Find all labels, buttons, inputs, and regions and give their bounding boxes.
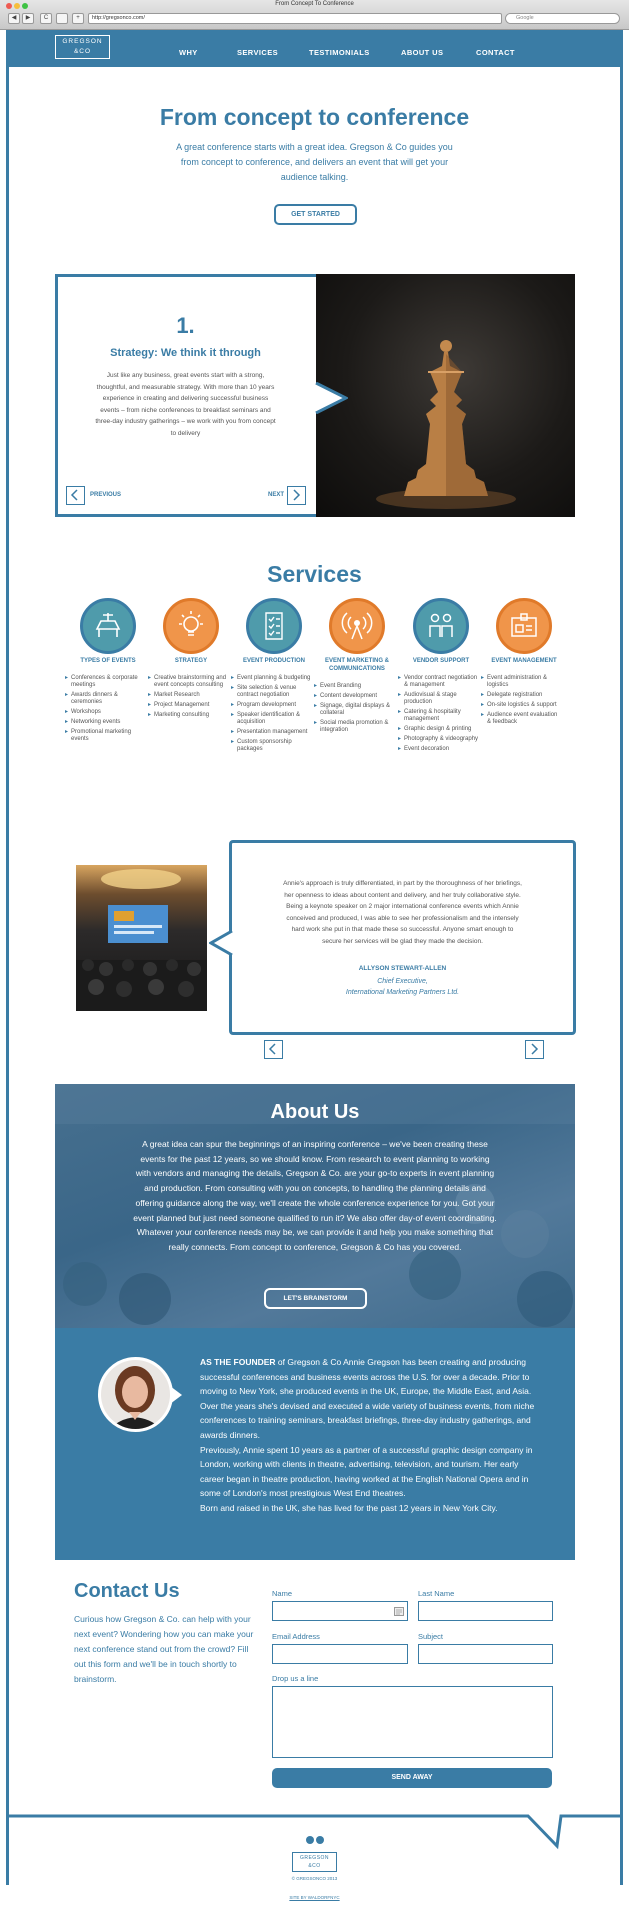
contact-intro: Curious how Gregson & Co. can help with your next event? Wondering how you can make your next conference stand out from the crowd? Fill out this form and we'll be in touch shortly to brainstorm. — [74, 1614, 254, 1684]
about-title: About Us — [270, 1101, 360, 1123]
list-item: ▸ Networking events — [65, 719, 147, 726]
nav-contact[interactable]: CONTACT — [476, 48, 515, 57]
service-list-vendor-support — [398, 675, 480, 756]
email-field[interactable] — [272, 1644, 408, 1664]
next-label[interactable]: NEXT — [268, 492, 285, 498]
founder-paragraph-1 — [200, 1355, 540, 1443]
conference-photo — [76, 865, 207, 1011]
screenshot-button[interactable] — [56, 13, 68, 24]
services-title: Services — [267, 561, 362, 587]
service-list-strategy — [148, 675, 230, 722]
chevron-left-icon — [265, 1041, 281, 1057]
broadcast-icon — [329, 598, 385, 654]
last-name-field[interactable] — [418, 1601, 553, 1621]
list-item: ▸ Event Branding — [314, 683, 396, 690]
step-number: 1. — [176, 313, 195, 338]
list-item: ▸ Event planning & budgeting — [231, 675, 313, 682]
testimonial-pointer — [209, 930, 233, 956]
footer-logo-line1: GREGSON — [299, 1855, 330, 1861]
subject-label: Subject — [418, 1632, 444, 1641]
chevron-left-icon — [67, 487, 83, 503]
send-away-button[interactable]: SEND AWAY — [272, 1768, 552, 1788]
forward-button[interactable]: ▶ — [22, 13, 34, 24]
list-item: ▸ Workshops — [65, 709, 147, 716]
message-textarea[interactable] — [272, 1686, 553, 1758]
lets-brainstorm-button[interactable]: LET'S BRAINSTORM — [264, 1288, 367, 1309]
list-item: ▸ Audience event evaluation & feedback — [481, 712, 563, 726]
logo-line2: &CO — [73, 48, 92, 55]
conference-table-icon — [80, 598, 136, 654]
testimonial-next-button[interactable] — [525, 1040, 544, 1059]
chevron-right-icon — [526, 1041, 542, 1057]
testimonial-author: ALLYSON STEWART-ALLEN — [358, 965, 447, 972]
speech-pointer — [312, 382, 348, 414]
list-item: ▸ Social media promotion & integration — [314, 720, 396, 734]
list-item: ▸ Market Research — [148, 692, 230, 699]
list-item: ▸ Presentation management — [231, 729, 313, 736]
message-label: Drop us a line — [272, 1674, 319, 1683]
previous-arrow-button[interactable] — [66, 486, 85, 505]
list-item: ▸ Program development — [231, 702, 313, 709]
chess-queen-image — [316, 274, 575, 517]
next-arrow-button[interactable] — [287, 486, 306, 505]
contact-title: Contact Us — [74, 1580, 180, 1602]
copyright: © GREGSONCO 2013 — [291, 1876, 338, 1881]
people-icon — [413, 598, 469, 654]
step-title: Strategy: We think it through — [110, 347, 261, 359]
service-list-event-marketing — [314, 683, 396, 737]
list-item: ▸ Photography & videography — [398, 736, 480, 743]
service-name-event-management: EVENT MANAGEMENT — [491, 658, 557, 664]
founder-paragraph-3: Born and raised in the UK, she has lived for the past 12 years in New York City. — [200, 1502, 498, 1513]
testimonial-role — [229, 976, 576, 998]
list-item: ▸ Conferences & corporate meetings — [65, 675, 147, 689]
site-logo[interactable] — [55, 35, 110, 59]
founder-text-1: of Gregson & Co Annie Gregson has been creating and producing successful conferences and business events across the U.S. for over a decade. Prior to moving to New York, she produced events in the UK, Europe, the Middle East, and Asia. Over the years she's devised and executed a wide variety of business events, from niche conferences to training seminars, breakfast briefings, three-day industry gatherings, and awards dinners. — [200, 1357, 535, 1440]
hero-title: From concept to conference — [159, 104, 470, 130]
list-item: ▸ Content development — [314, 693, 396, 700]
list-item: ▸ Speaker identification & acquisition — [231, 712, 313, 726]
service-name-strategy: STRATEGY — [174, 658, 208, 664]
service-list-event-management — [481, 675, 563, 729]
list-item: ▸ Custom sponsorship packages — [231, 739, 313, 753]
service-list-event-production — [231, 675, 313, 756]
twitter-icon[interactable] — [306, 1836, 314, 1844]
site-credit-link[interactable]: SITE BY WALDORFNYC — [289, 1895, 340, 1900]
list-item: ▸ Graphic design & printing — [398, 726, 480, 733]
get-started-button[interactable]: GET STARTED — [274, 204, 357, 225]
list-item: ▸ On-site logistics & support — [481, 702, 563, 709]
list-item: ▸ Audiovisual & stage production — [398, 692, 480, 706]
service-name-types-of-events: TYPES OF EVENTS — [80, 658, 136, 664]
service-name-event-marketing: EVENT MARKETING & COMMUNICATIONS — [324, 658, 389, 672]
testimonial-company: International Marketing Partners Ltd. — [345, 989, 460, 996]
last-name-label: Last Name — [418, 1589, 455, 1598]
logo-line1: GREGSON — [62, 38, 103, 45]
browser-chrome — [0, 0, 629, 30]
back-button[interactable]: ◀ — [8, 13, 20, 24]
url-field[interactable]: http://gregsonco.com/ — [88, 13, 502, 24]
testimonial-prev-button[interactable] — [264, 1040, 283, 1059]
name-field[interactable] — [272, 1601, 408, 1621]
name-label: Name — [272, 1589, 293, 1598]
list-item: ▸ Project Management — [148, 702, 230, 709]
service-name-event-production: EVENT PRODUCTION — [242, 658, 305, 664]
list-item: ▸ Event administration & logistics — [481, 675, 563, 689]
footer-logo[interactable] — [292, 1852, 337, 1872]
nav-testimonials[interactable]: TESTIMONIALS — [309, 48, 370, 57]
facebook-icon[interactable] — [316, 1836, 324, 1844]
lightbulb-icon — [163, 598, 219, 654]
browser-search-input[interactable]: Google — [505, 13, 620, 24]
list-item: ▸ Vendor contract negotiation & management — [398, 675, 480, 689]
footer-logo-line2: &CO — [308, 1863, 321, 1869]
window-title: From Concept To Conference — [275, 1, 354, 7]
founder-avatar — [98, 1357, 173, 1432]
nav-about-us[interactable]: ABOUT US — [401, 48, 444, 57]
service-list-types-of-events — [65, 675, 147, 746]
list-item: ▸ Promotional marketing events — [65, 729, 147, 743]
previous-label[interactable]: PREVIOUS — [90, 492, 122, 498]
about-body: A great idea can spur the beginnings of an inspiring conference – we've been creating these events for the past 12 years, so we should know. From research to event planning to working with vendors and managing the details, Gregson & Co. are your go-to experts in event planning and production. From consulting with you on concepts, to handling the planning details and offering guidance along the way, we'll create the whole conference experience for you. Got your event planned but just need someone qualified to run it? We also offer day-of event coordinating. Whatever your conference needs may be, we can provide it and help you make something that really connects. From concept to conference, Gregson & Co has you covered. — [133, 1139, 497, 1252]
nav-services[interactable]: SERVICES — [237, 48, 278, 57]
list-item: ▸ Site selection & venue contract negotiation — [231, 685, 313, 699]
founder-bio — [200, 1355, 540, 1516]
list-item: ▸ Creative brainstorming and event concepts consulting — [148, 675, 230, 689]
testimonial-quote: Annie's approach is truly differentiated, in part by the thoroughness of her briefings, her openness to ideas about content and delivery, and her truly collaborative style. Being a keynote speaker on 2 major international conference events which Annie conceived and produced, I was able to see her professionalism and the intensely hard work she put in that made these so successful. Anyone smart enough to secure her services will be glad they made the decision. — [283, 880, 522, 945]
contact-card-icon — [394, 1607, 404, 1616]
list-item: ▸ Event decoration — [398, 746, 480, 753]
list-item: ▸ Catering & hospitality management — [398, 709, 480, 723]
hero-subtitle: A great conference starts with a great idea. Gregson & Co guides you from concept to conference, and delivers an event that will get your audience talking. — [176, 142, 453, 182]
step-description: Just like any business, great events start with a strong, thoughtful, and measurable strategy. With more than 10 years experience in creating and delivering successful business events – from niche conferences to breakfast seminars and three-day industry gatherings – we work with you from concept to delivery — [95, 372, 276, 437]
email-label: Email Address — [272, 1632, 320, 1641]
footer-divider — [0, 1806, 629, 1854]
service-name-vendor-support: VENDOR SUPPORT — [412, 658, 470, 664]
nav-why[interactable]: WHY — [179, 48, 198, 57]
subject-field[interactable] — [418, 1644, 553, 1664]
checklist-icon — [246, 598, 302, 654]
list-item: ▸ Delegate registration — [481, 692, 563, 699]
founder-paragraph-2: Previously, Annie spent 10 years as a partner of a successful graphic design company in London, working with clients in theatre, advertising, television, and tourism. Her early career began in theatre production, having worked at the English National Opera and in some of London's most prestigious West End theatres. — [200, 1444, 533, 1499]
testimonial-title: Chief Executive, — [377, 978, 428, 985]
list-item: ▸ Signage, digital displays & collateral — [314, 703, 396, 717]
list-item: ▸ Marketing consulting — [148, 712, 230, 719]
add-bookmark-button[interactable]: + — [72, 13, 84, 24]
reload-button[interactable]: C — [40, 13, 52, 24]
founder-lead: AS THE FOUNDER — [200, 1357, 276, 1367]
list-item: ▸ Awards dinners & ceremonies — [65, 692, 147, 706]
badge-icon — [496, 598, 552, 654]
chevron-right-icon — [288, 487, 304, 503]
